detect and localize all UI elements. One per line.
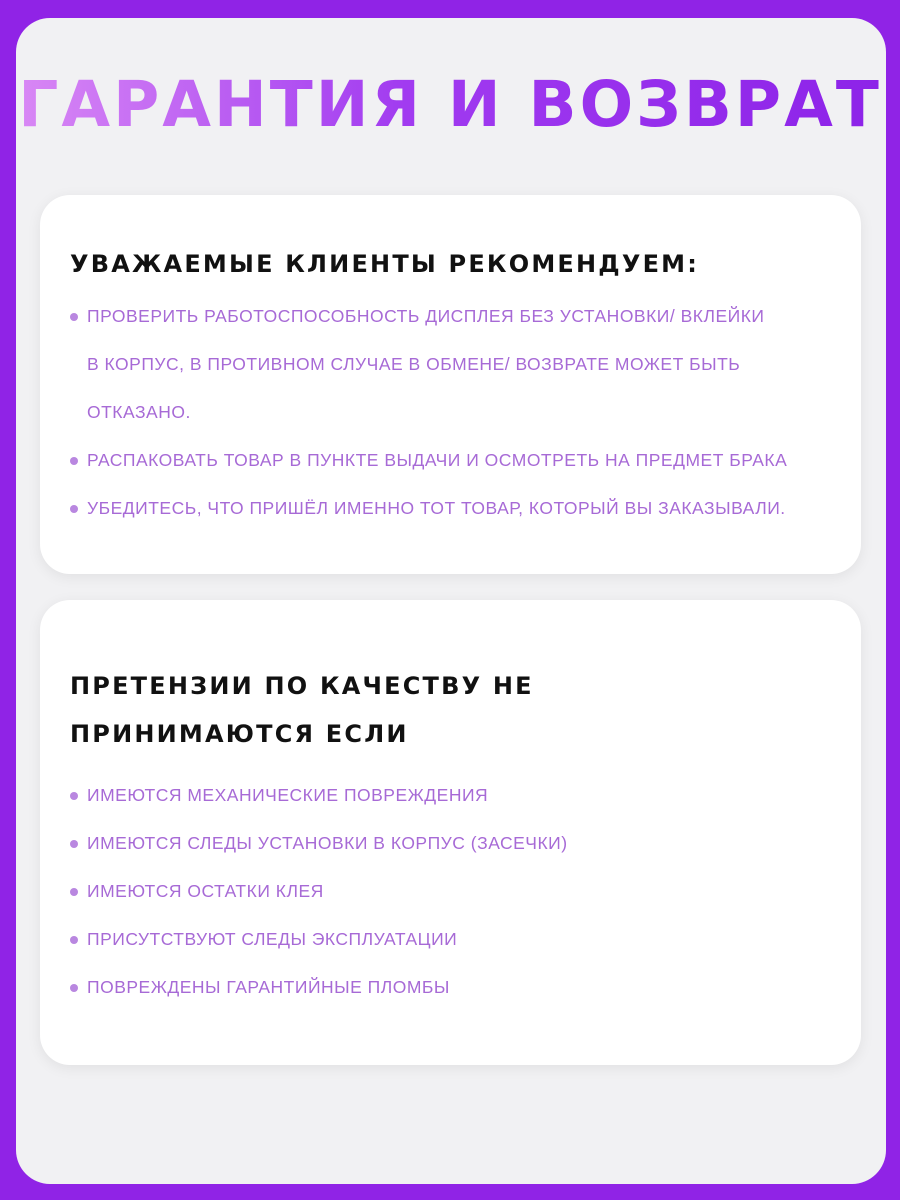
list-item — [70, 771, 568, 819]
list-item-line: ПРИСУТСТВУЮТ СЛЕДЫ ЭКСПЛУАТАЦИИ — [87, 929, 458, 949]
quality-claims-list — [70, 771, 568, 1011]
list-item — [70, 867, 568, 915]
list-item-line: ПРОВЕРИТЬ РАБОТОСПОСОБНОСТЬ ДИСПЛЕЯ БЕЗ УСТАНОВКИ/ ВКЛЕЙКИ — [87, 306, 765, 326]
bullet-icon — [70, 840, 78, 848]
list-item-line: ОТКАЗАНО. — [87, 402, 191, 422]
list-item — [70, 915, 568, 963]
recommendations-list — [70, 292, 787, 532]
list-item — [70, 292, 787, 436]
heading-line: ПРЕТЕНЗИИ ПО КАЧЕСТВУ НЕ — [70, 672, 534, 700]
list-item — [70, 484, 787, 532]
recommendations-heading: УВАЖАЕМЫЕ КЛИЕНТЫ РЕКОМЕНДУЕМ: — [70, 250, 700, 278]
page-title: ГАРАНТИЯ И ВОЗВРАТ — [0, 70, 900, 140]
bullet-icon — [70, 505, 78, 513]
bullet-icon — [70, 457, 78, 465]
list-item-line: В КОРПУС, В ПРОТИВНОМ СЛУЧАЕ В ОБМЕНЕ/ ВОЗВРАТЕ МОЖЕТ БЫТЬ — [87, 354, 741, 374]
bullet-icon — [70, 888, 78, 896]
list-item-line: ИМЕЮТСЯ ОСТАТКИ КЛЕЯ — [87, 881, 324, 901]
bullet-icon — [70, 313, 78, 321]
list-item — [70, 819, 568, 867]
list-item-line: ПОВРЕЖДЕНЫ ГАРАНТИЙНЫЕ ПЛОМБЫ — [87, 977, 450, 997]
list-item-line: УБЕДИТЕСЬ, ЧТО ПРИШЁЛ ИМЕННО ТОТ ТОВАР, КОТОРЫЙ ВЫ ЗАКАЗЫВАЛИ. — [87, 498, 786, 518]
heading-line: ПРИНИМАЮТСЯ ЕСЛИ — [70, 720, 409, 748]
list-item — [70, 963, 568, 1011]
list-item-line: ИМЕЮТСЯ СЛЕДЫ УСТАНОВКИ В КОРПУС (ЗАСЕЧКИ) — [87, 833, 568, 853]
recommendations-card — [40, 195, 861, 574]
bullet-icon — [70, 936, 78, 944]
list-item — [70, 436, 787, 484]
list-item-line: РАСПАКОВАТЬ ТОВАР В ПУНКТЕ ВЫДАЧИ И ОСМОТРЕТЬ НА ПРЕДМЕТ БРАКА — [87, 450, 788, 470]
bullet-icon — [70, 792, 78, 800]
quality-claims-heading — [70, 662, 534, 758]
list-item-line: ИМЕЮТСЯ МЕХАНИЧЕСКИЕ ПОВРЕЖДЕНИЯ — [87, 785, 489, 805]
bullet-icon — [70, 984, 78, 992]
quality-claims-card — [40, 600, 861, 1065]
